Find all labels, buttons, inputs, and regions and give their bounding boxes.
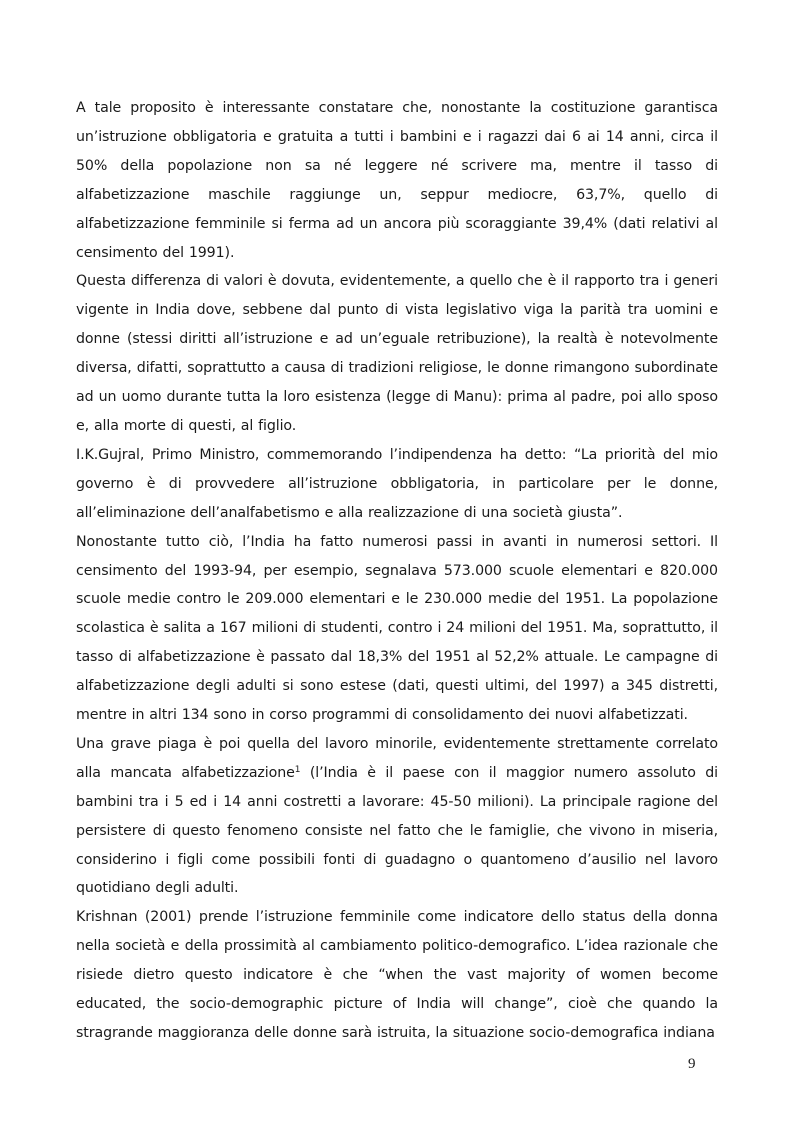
paragraph-5: [76, 730, 718, 903]
paragraph-2: Questa differenza di valori è dovuta, evidentemente, a quello che è il rapporto tra i generi vigente in India dove, sebbene dal punto di vista legislativo viga la parità tra uomini e donne (stessi diritti all’istruzione e ad un’eguale retribuzione), la realtà è notevolmente diversa, difatti, soprattutto a causa di tradizioni religiose, le donne rimangono subordinate ad un uomo durante tutta la loro esistenza (legge di Manu): prima al padre, poi allo sposo e, alla morte di questi, al figlio.: [76, 273, 718, 434]
paragraph-1: A tale proposito è interessante constatare che, nonostante la costituzione garantisca un’istruzione obbligatoria e gratuita a tutti i bambini e i ragazzi dai 6 ai 14 anni, circa il 50% della popolazione non sa né leggere né scrivere ma, mentre il tasso di alfabetizzazione maschile raggiunge un, seppur mediocre, 63,7%, quello di alfabetizzazione femminile si ferma ad un ancora più scoraggiante 39,4% (dati relativi al censimento del 1991).: [76, 100, 718, 261]
paragraph-4: Nonostante tutto ciò, l’India ha fatto numerosi passi in avanti in numerosi settori. Il censimento del 1993-94, per esempio, segnalava 573.000 scuole elementari e 820.000 scuole medie contro le 209.000 elementari e le 230.000 medie del 1951. La popolazione scolastica è salita a 167 milioni di studenti, contro i 24 milioni del 1951. Ma, soprattutto, il tasso di alfabetizzazione è passato dal 18,3% del 1951 al 52,2% attuale. Le campagne di alfabetizzazione degli adulti si sono estese (dati, questi ultimi, del 1997) a 345 distretti, mentre in altri 134 sono in corso programmi di consolidamento dei nuovi alfabetizzati.: [76, 533, 718, 724]
paragraph-6: Krishnan (2001) prende l’istruzione femminile come indicatore dello status della donna nella società e della prossimità al cambiamento politico-demografico. L’idea razionale che risiede dietro questo indicatore è che “when the vast majority of women become educated, the socio-demographic picture of India will change”, cioè che quando la stragrande maggioranza delle donne sarà istruita, la situazione socio-demografica indiana: [76, 909, 718, 1041]
paragraph-5-text-after: (l’India è il paese con il maggior numero assoluto di bambini tra i 5 ed i 14 anni costretti a lavorare: 45-50 milioni). La principale ragione del persistere di questo fenomeno consiste nel fatto che le famiglie, che vivono in miseria, considerino i figli come possibili fonti di guadagno o quantomeno d’ausilio nel lavoro quotidiano degli adulti.: [76, 764, 718, 897]
paragraph-5-text-before: Una grave piaga è poi quella del lavoro minorile, evidentemente strettamente correlato alla mancata alfabetizzazione: [76, 735, 718, 781]
paragraph-3: I.K.Gujral, Primo Ministro, commemorando l’indipendenza ha detto: “La priorità del mio governo è di provvedere all’istruzione obbligatoria, in particolare per le donne, all’eliminazione dell’analfabetismo e alla realizzazione di una società giusta”.: [76, 446, 718, 521]
footnote-reference[interactable]: 1: [294, 764, 301, 775]
page-number: 9: [688, 1056, 696, 1072]
body-text: [76, 94, 718, 1048]
